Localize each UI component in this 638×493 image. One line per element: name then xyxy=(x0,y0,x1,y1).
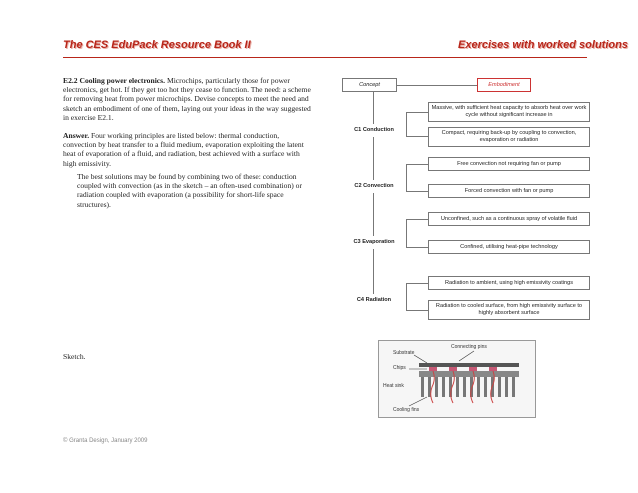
diagram-header-line xyxy=(397,85,477,86)
answer-text-1: Four working principles are listed below: thermal conduction, convection by heat transfer to a fluid medium, evaporation exploiting the latent heat of evaporation of a fluid, and radiation, best achieved with a surface with high emissivity. xyxy=(63,131,304,168)
connector-c4 xyxy=(406,283,407,310)
diagram-trunk-line xyxy=(373,91,374,296)
concept-c3: C3 Evaporation xyxy=(342,236,406,249)
embodiment-box-4: Forced convection with fan or pump xyxy=(428,184,590,198)
embodiment-box-3: Free convection not requiring fan or pump xyxy=(428,157,590,171)
problem-title: Cooling power electronics. xyxy=(79,76,166,85)
embodiment-box-8: Radiation to cooled surface, from high emissivity surface to highly absorbent surface xyxy=(428,300,590,320)
problem-number: E2.2 xyxy=(63,76,78,85)
header-book-title: The CES EduPack Resource Book II xyxy=(63,39,251,51)
embodiment-box-7: Radiation to ambient, using high emissivity coatings xyxy=(428,276,590,290)
concept-c4: C4 Radiation xyxy=(342,294,406,307)
concept-c1: C1 Conduction xyxy=(342,124,406,137)
sketch-label-substrate: Substrate xyxy=(393,350,415,356)
connector-c2-b xyxy=(406,191,428,192)
heat-sink-sketch xyxy=(378,340,536,418)
sketch-label-cooling-fins: Cooling fins xyxy=(393,407,420,413)
problem-statement xyxy=(63,76,313,122)
connector-c1 xyxy=(406,112,407,136)
answer-paragraph-1 xyxy=(63,131,313,168)
sketch-label-chips: Chips xyxy=(393,365,406,371)
embodiment-box-5: Unconfined, such as a continuous spray of volatile fluid xyxy=(428,212,590,226)
concept-c2: C2 Convection xyxy=(342,180,406,193)
concept-header-box: Concept xyxy=(342,78,397,92)
connector-c1-b xyxy=(406,136,428,137)
connector-c3-b xyxy=(406,247,428,248)
embodiment-box-2: Compact, requiring back-up by coupling to convection, evaporation or radiation xyxy=(428,127,590,147)
answer-label: Answer. xyxy=(63,131,90,140)
header-section-title: Exercises with worked solutions xyxy=(458,39,628,51)
embodiment-box-1: Massive, with sufficient heat capacity to absorb heat over work cycle without significant increase in xyxy=(428,102,590,122)
sketch-label-heat-sink: Heat sink xyxy=(383,383,404,389)
connector-c2 xyxy=(406,164,407,191)
embodiment-header-box: Embodiment xyxy=(477,78,531,92)
answer-paragraph-2: The best solutions may be found by combining two of these: conduction coupled with convection (as in the sketch – an often-used combination) or radiation coupled with evaporation (a possibility for short-life space structures). xyxy=(77,172,303,209)
connector-c3 xyxy=(406,219,407,247)
embodiment-box-6: Confined, utilising heat-pipe technology xyxy=(428,240,590,254)
footer-copyright: © Granta Design, January 2009 xyxy=(63,438,148,444)
sketch-label: Sketch. xyxy=(63,352,86,361)
problem-text: Microchips, particularly those for power electronics, get hot. If they get too hot they cease to function. The need: a scheme for removing heat from power microchips. Devise concepts to meet the need and sketch an embodiment of one of them, laying out your ideas in the way suggested in exercise E2.1. xyxy=(63,76,311,122)
connector-c1-a xyxy=(406,112,428,113)
sketch-label-connecting-pins: Connecting pins xyxy=(451,344,487,350)
header-rule xyxy=(63,57,587,58)
connector-c4-b xyxy=(406,310,428,311)
connector-c3-a xyxy=(406,219,428,220)
connector-c4-a xyxy=(406,283,428,284)
connector-c2-a xyxy=(406,164,428,165)
